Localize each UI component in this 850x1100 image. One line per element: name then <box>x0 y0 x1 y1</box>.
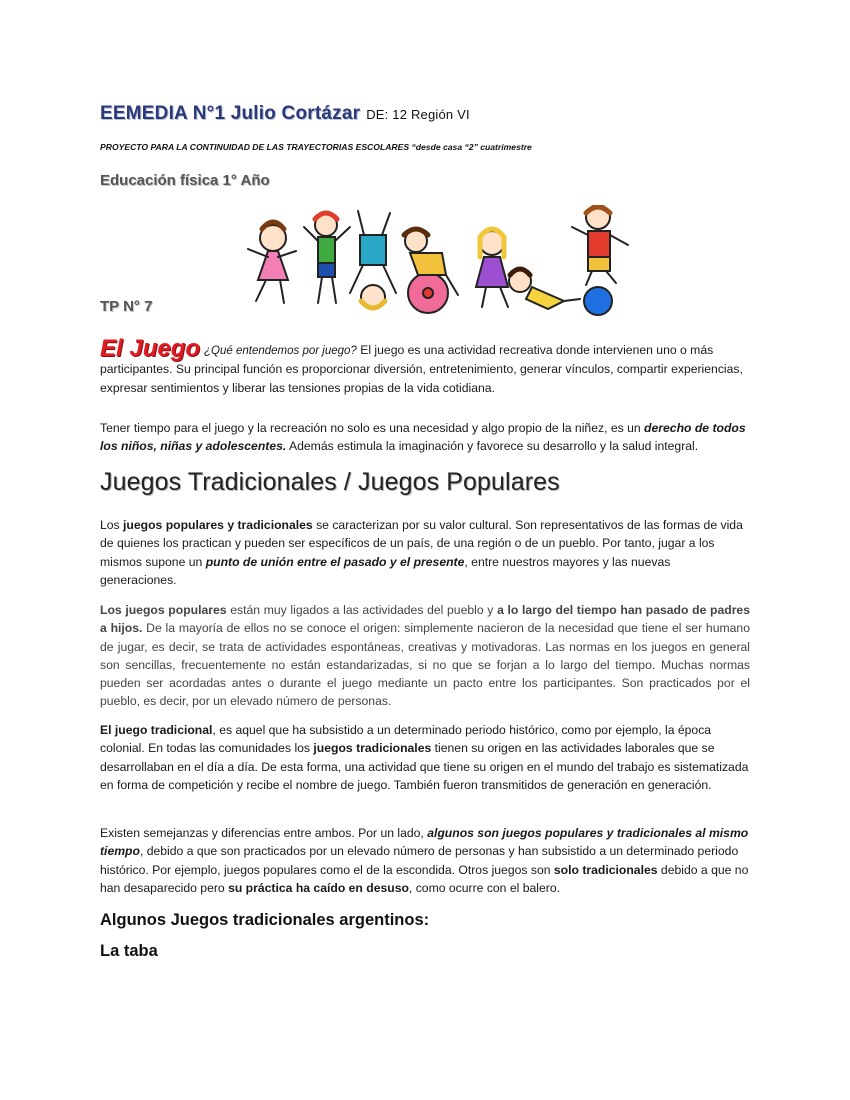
emphasis-solo-tradicionales: solo tradicionales <box>553 862 658 877</box>
school-title <box>100 103 470 125</box>
project-line: PROYECTO PARA LA CONTINUIDAD DE LAS TRAYECTORIAS ESCOLARES “desde casa “2” cuatrimestre <box>100 142 532 152</box>
emphasis-al-mismo-tiempo: algunos son juegos populares y tradicionales al mismo tiempo <box>100 826 749 859</box>
text-run: Los <box>100 518 124 532</box>
text-run: están muy ligados a las actividades del pueblo y <box>226 603 498 617</box>
section-title-juegos-tradicionales: Juegos Tradicionales / Juegos Populares <box>100 468 560 496</box>
text-run: , es aquel que ha subsistido a un determinado periodo histórico, como por ejemplo, la época colonial. En todas las comunidades los <box>100 723 712 756</box>
emphasis-juegos-populares: juegos populares y tradicionales <box>123 518 313 532</box>
subheading-la-taba: La taba <box>100 942 158 960</box>
text-run: se caracterizan por su valor cultural. Son representativos de las formas de vida de quienes los practican y pueden ser específicos de un país, de una región o de un pueblo. Por tanto, jugar a los mismos supone un <box>100 518 743 569</box>
section-paragraph-2 <box>100 601 750 711</box>
tp-number: TP N° 7 <box>100 298 153 315</box>
course-title: Educación física 1° Año <box>100 172 270 189</box>
text-run: Existen semejanzas y diferencias entre ambos. Por un lado, <box>100 826 428 840</box>
emphasis-derecho: derecho de todos los niños, niñas y adolescentes. <box>100 421 746 454</box>
section-title-el-juego: El Juego <box>100 335 201 362</box>
section-paragraph-4 <box>100 824 750 897</box>
emphasis-el-juego-tradicional: El juego tradicional <box>100 723 213 737</box>
emphasis-los-juegos-populares: Los juegos populares <box>100 603 227 617</box>
subheading-juegos-argentinos: Algunos Juegos tradicionales argentinos: <box>100 911 430 929</box>
text-run: De la mayoría de ellos no se conoce el origen: simplemente nacieron de la necesidad que tiene el ser humano de jugar, es decir, se trata de actividades espontáneas, creativas y motivadoras. Las normas en los juegos en general son sencillas, frecuentemente no están estandarizadas, si no que se forjan a lo largo del tiempo. Muchas normas pueden ser acordadas antes o durante el juego mediante un pacto entre los participantes. Son practicados por el pueblo, es decir, por un elevado número de personas. <box>100 621 750 709</box>
emphasis-padres-a-hijos: a lo largo del tiempo han pasado de padres a hijos. <box>100 603 750 636</box>
intro-question: ¿Qué entendemos por juego? <box>204 345 357 357</box>
section-paragraph-1 <box>100 516 750 589</box>
emphasis-desuso: su práctica ha caído en desuso <box>228 880 409 895</box>
text-run: Además estimula la imaginación y favorece su desarrollo y la salud integral. <box>286 439 699 454</box>
emphasis-punto-de-union: punto de unión entre el pasado y el presente <box>205 554 465 569</box>
children-playing-illustration <box>218 205 648 317</box>
intro-paragraph-2 <box>100 419 750 456</box>
section-paragraph-3 <box>100 721 750 794</box>
text-run: tienen su origen en las actividades laborales que se desarrollaban en el día a día. De esta forma, una actividad que tiene su origen en el mundo del trabajo es sistematizada en forma de competición y recibe el nombre de juego. También fueron transmitidos de generación en generación. <box>100 741 749 792</box>
text-run: , debido a que son practicados por un elevado número de personas y han subsistido a un determinado periodo histórico. Por ejemplo, juegos populares como el de la escondida. Otros juegos son <box>100 844 739 877</box>
school-name: EEMEDIA N°1 Julio Cortázar <box>100 103 361 124</box>
text-run: , entre nuestros mayores y las nuevas generaciones. <box>100 554 671 587</box>
text-run: , como ocurre con el balero. <box>408 880 560 895</box>
text-run: debido a que no han desaparecido pero <box>100 862 749 895</box>
emphasis-juegos-tradicionales: juegos tradicionales <box>313 741 432 756</box>
text-run: Tener tiempo para el juego y la recreación no solo es una necesidad y algo propio de la niñez, es un <box>100 421 645 435</box>
intro-paragraph <box>100 335 750 397</box>
school-district: DE: 12 Región VI <box>366 107 470 122</box>
intro-text: El juego es una actividad recreativa donde intervienen uno o más participantes. Su principal función es proporcionar diversión, entretenimiento, generar vínculos, compartir experiencias, expresar sentimientos y liberar las tensiones propias de la vida cotidiana. <box>100 343 743 395</box>
